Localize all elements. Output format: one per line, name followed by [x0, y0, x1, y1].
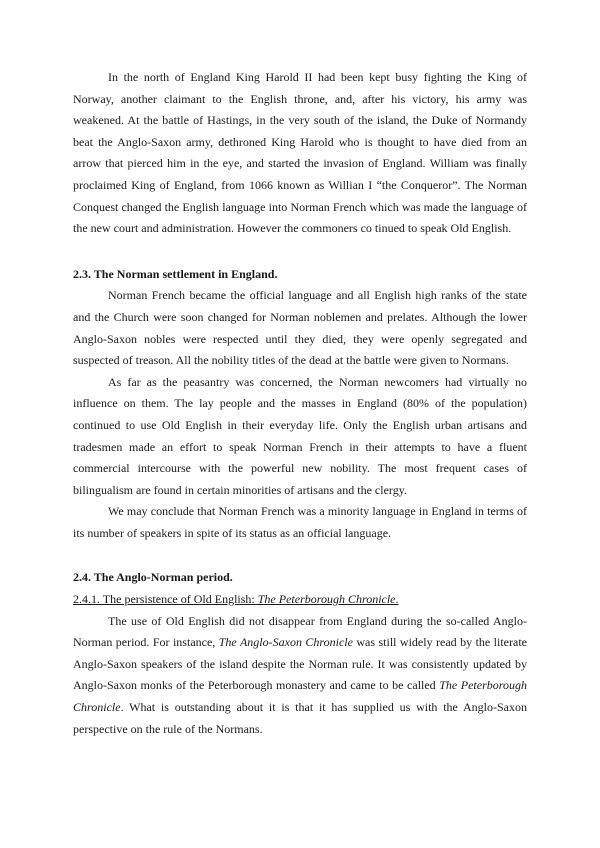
paragraph-part-1: The use of Old English did not disappear from England during the so-called Anglo-Norman period. For instance,	[73, 613, 527, 650]
subheading-suffix: .	[395, 592, 399, 607]
document-body	[73, 67, 527, 740]
section-2-4-paragraph	[73, 611, 527, 741]
paragraph-part-3: . What is outstanding about it is that it has supplied us with the Anglo-Saxon perspective on the rule of the Normans.	[73, 700, 527, 736]
anglo-saxon-chronicle-title: The Anglo-Saxon Chronicle	[218, 635, 353, 650]
section-2-3-paragraph-3: We may conclude that Norman French was a minority language in England in terms of its number of speakers in spite of its status as an official language.	[73, 504, 527, 540]
section-heading-2-3: 2.3. The Norman settlement in England.	[73, 266, 278, 281]
subheading-prefix: 2.4.1. The persistence of Old English:	[73, 592, 258, 607]
paragraph-part-2: was still widely read by the literate Anglo-Saxon speakers of the island despite the Norman rule. It was consistently updated by Anglo-Saxon monks of the Peterborough monastery and came to be called	[73, 635, 527, 693]
section-2-3-paragraph-2: As far as the peasantry was concerned, the Norman newcomers had virtually no influence on them. The lay people and the masses in England (80% of the population) continued to use Old English in their everyday life. Only the English urban artisans and tradesmen made an effort to speak Norman French in their attempts to have a fluent commercial intercourse with the powerful new nobility. The most frequent cases of bilingualism are found in certain minorities of artisans and the clergy.	[73, 374, 527, 497]
intro-paragraph: In the north of England King Harold II had been kept busy fighting the King of Norway, another claimant to the English throne, and, after his victory, his army was weakened. At the battle of Hastings, in the very south of the island, the Duke of Normandy beat the Anglo-Saxon army, dethroned King Harold who is thought to have died from an arrow that pierced him in the eye, and started the invasion of England. William was finally proclaimed King of England, from 1066 known as Willian I “the Conqueror”. The Norman Conquest changed the English language into Norman French which was made the language of the new court and administration. However the commoners co tinued to speak Old English.	[73, 70, 527, 236]
peterborough-chronicle-title: The Peterborough Chronicle	[73, 678, 527, 715]
subheading-title: The Peterborough Chronicle	[257, 592, 396, 607]
section-2-3-paragraph-1: Norman French became the official language and all English high ranks of the state and the Church were soon changed for Norman noblemen and prelates. Although the lower Anglo-Saxon nobles were respected until they died, they were openly segregated and suspected of treason. All the nobility titles of the dead at the battle were given to Normans.	[73, 288, 527, 368]
section-heading-2-4: 2.4. The Anglo-Norman period.	[73, 570, 233, 585]
subsection-heading-2-4-1	[73, 589, 527, 611]
